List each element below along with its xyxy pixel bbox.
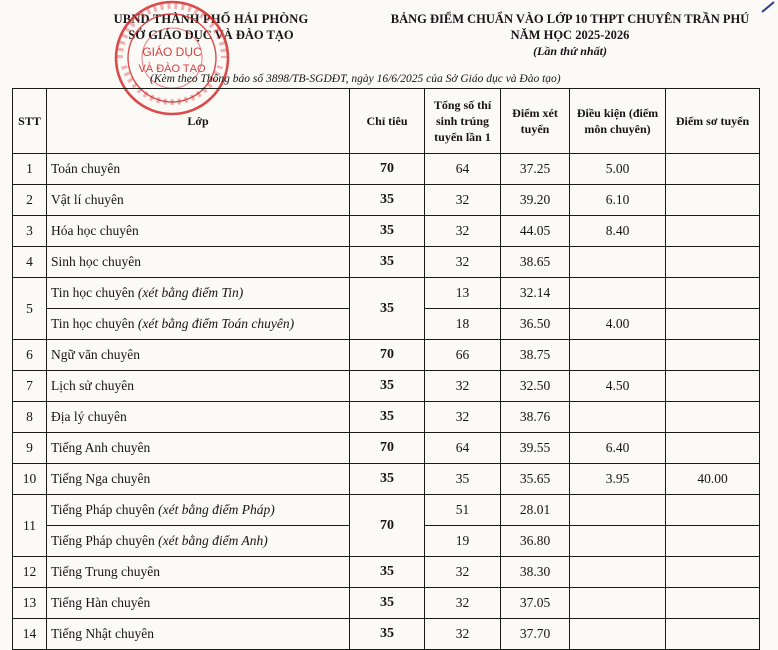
cell-condition (570, 340, 666, 371)
cell-stt: 4 (13, 247, 47, 278)
header-condition: Điều kiện (điểm môn chuyên) (570, 89, 666, 154)
cell-class-name (47, 371, 350, 402)
cell-score: 37.70 (501, 619, 570, 650)
cell-class-name (47, 216, 350, 247)
cell-quota: 70 (350, 433, 425, 464)
class-name: Toán chuyên (51, 161, 121, 176)
cell-preliminary (666, 278, 760, 309)
cell-class-name (47, 433, 350, 464)
cell-admitted: 32 (425, 371, 501, 402)
cell-stt: 12 (13, 557, 47, 588)
class-name-qualifier: (xét bằng điểm Anh) (158, 533, 268, 548)
class-name: Tiếng Nga chuyên (51, 471, 151, 486)
table-row (13, 154, 760, 185)
class-name: Tiếng Pháp chuyên (51, 502, 155, 517)
seal-text-top: GIÁO DỤC (142, 45, 202, 59)
cell-class-name (47, 185, 350, 216)
header-admitted: Tổng số thí sinh trúng tuyển lần 1 (425, 89, 501, 154)
cell-condition (570, 247, 666, 278)
table-row (13, 588, 760, 619)
cell-admitted: 66 (425, 340, 501, 371)
cell-preliminary (666, 402, 760, 433)
cell-stt: 14 (13, 619, 47, 650)
cell-class-name (47, 526, 350, 557)
cell-stt: 11 (13, 495, 47, 557)
cell-condition (570, 526, 666, 557)
cell-class-name (47, 619, 350, 650)
cell-stt: 8 (13, 402, 47, 433)
table-row (13, 278, 760, 309)
cell-preliminary (666, 371, 760, 402)
document-title-block (360, 12, 778, 59)
cell-quota: 35 (350, 557, 425, 588)
cell-condition: 8.40 (570, 216, 666, 247)
cell-preliminary (666, 433, 760, 464)
cell-score: 28.01 (501, 495, 570, 526)
cell-admitted: 19 (425, 526, 501, 557)
table-row (13, 402, 760, 433)
cell-stt: 2 (13, 185, 47, 216)
cell-score: 39.55 (501, 433, 570, 464)
cell-class-name (47, 278, 350, 309)
admission-score-table (12, 88, 760, 650)
cell-condition: 5.00 (570, 154, 666, 185)
header-preliminary: Điểm sơ tuyển (666, 89, 760, 154)
cell-score: 38.65 (501, 247, 570, 278)
table-row (13, 371, 760, 402)
cell-score: 37.25 (501, 154, 570, 185)
cell-quota: 35 (350, 247, 425, 278)
cell-condition: 6.10 (570, 185, 666, 216)
header-class: Lớp (47, 89, 350, 154)
cell-preliminary (666, 216, 760, 247)
cell-admitted: 64 (425, 154, 501, 185)
cell-stt: 3 (13, 216, 47, 247)
cell-preliminary (666, 154, 760, 185)
cell-admitted: 51 (425, 495, 501, 526)
cell-score: 32.14 (501, 278, 570, 309)
class-name: Tiếng Anh chuyên (51, 440, 151, 455)
table-row (13, 495, 760, 526)
cell-admitted: 13 (425, 278, 501, 309)
cell-quota: 35 (350, 402, 425, 433)
cell-quota: 35 (350, 371, 425, 402)
cell-score: 44.05 (501, 216, 570, 247)
cell-preliminary (666, 247, 760, 278)
cell-condition: 4.00 (570, 309, 666, 340)
header-quota: Chỉ tiêu (350, 89, 425, 154)
seal-text-bottom: VÀ ĐÀO TẠO (138, 63, 206, 75)
cell-stt: 10 (13, 464, 47, 495)
table-body (13, 154, 760, 650)
cell-condition (570, 278, 666, 309)
issuer-line-2: SỞ GIÁO DỤC VÀ ĐÀO TẠO (128, 28, 294, 42)
cell-quota: 70 (350, 340, 425, 371)
cell-class-name (47, 557, 350, 588)
cell-condition: 4.50 (570, 371, 666, 402)
cell-preliminary: 40.00 (666, 464, 760, 495)
table-row (13, 433, 760, 464)
cell-score: 35.65 (501, 464, 570, 495)
cell-score: 39.20 (501, 185, 570, 216)
table-row (13, 185, 760, 216)
cell-quota: 35 (350, 216, 425, 247)
cell-admitted: 32 (425, 185, 501, 216)
cell-class-name (47, 340, 350, 371)
cell-admitted: 64 (425, 433, 501, 464)
class-name: Tiếng Pháp chuyên (51, 533, 155, 548)
cell-admitted: 32 (425, 216, 501, 247)
issuer-line-1: UBND THÀNH PHỐ HẢI PHÒNG (113, 12, 309, 26)
cell-admitted: 35 (425, 464, 501, 495)
class-name: Địa lý chuyên (51, 409, 127, 424)
class-name: Tiếng Hàn chuyên (51, 595, 151, 610)
class-name-qualifier: (xét bằng điểm Pháp) (158, 502, 275, 517)
cell-class-name (47, 588, 350, 619)
table-row (13, 216, 760, 247)
cell-stt: 5 (13, 278, 47, 340)
cell-quota: 35 (350, 464, 425, 495)
cell-class-name (47, 247, 350, 278)
cell-preliminary (666, 619, 760, 650)
document-title: BẢNG ĐIỂM CHUẨN VÀO LỚP 10 THPT CHUYÊN TRẦN PHÚ (390, 12, 750, 26)
cell-preliminary (666, 309, 760, 340)
class-name-qualifier: (xét bằng điểm Tin) (137, 285, 244, 300)
school-year: NĂM HỌC 2025-2026 (510, 28, 630, 42)
cell-condition (570, 495, 666, 526)
class-name-qualifier: (xét bằng điểm Toán chuyên) (137, 316, 295, 331)
class-name: Tiếng Trung chuyên (51, 564, 161, 579)
cell-quota: 35 (350, 619, 425, 650)
class-name: Ngữ văn chuyên (51, 347, 141, 362)
pen-mark-icon (760, 0, 776, 14)
table-header-row (13, 89, 760, 154)
cell-score: 38.76 (501, 402, 570, 433)
table-row (13, 464, 760, 495)
cell-condition (570, 557, 666, 588)
cell-score: 37.05 (501, 588, 570, 619)
cell-preliminary (666, 526, 760, 557)
cell-class-name (47, 495, 350, 526)
cell-preliminary (666, 495, 760, 526)
cell-quota: 70 (350, 495, 425, 557)
cell-preliminary (666, 185, 760, 216)
header-score: Điểm xét tuyển (501, 89, 570, 154)
cell-score: 38.75 (501, 340, 570, 371)
cell-class-name (47, 402, 350, 433)
cell-condition (570, 588, 666, 619)
round-label: (Lần thứ nhất) (533, 44, 607, 58)
cell-quota: 70 (350, 154, 425, 185)
cell-stt: 6 (13, 340, 47, 371)
table-row (13, 247, 760, 278)
reference-note: (Kèm theo Thông báo số 3898/TB-SGDĐT, ngày 16/6/2025 của Sở Giáo dục và Đào tạo) (150, 73, 561, 85)
cell-admitted: 32 (425, 619, 501, 650)
cell-preliminary (666, 588, 760, 619)
cell-stt: 1 (13, 154, 47, 185)
class-name: Sinh học chuyên (51, 254, 141, 269)
table-row (13, 557, 760, 588)
cell-admitted: 32 (425, 247, 501, 278)
header-stt: STT (13, 89, 47, 154)
cell-condition: 6.40 (570, 433, 666, 464)
cell-admitted: 32 (425, 557, 501, 588)
class-name: Vật lí chuyên (51, 192, 124, 207)
cell-score: 32.50 (501, 371, 570, 402)
class-name: Tin học chuyên (51, 285, 135, 300)
cell-condition (570, 619, 666, 650)
class-name: Hóa học chuyên (51, 223, 139, 238)
cell-preliminary (666, 557, 760, 588)
cell-condition: 3.95 (570, 464, 666, 495)
class-name: Tin học chuyên (51, 316, 135, 331)
cell-class-name (47, 309, 350, 340)
cell-admitted: 32 (425, 402, 501, 433)
cell-admitted: 32 (425, 588, 501, 619)
cell-score: 36.50 (501, 309, 570, 340)
cell-admitted: 18 (425, 309, 501, 340)
cell-quota: 35 (350, 185, 425, 216)
cell-stt: 9 (13, 433, 47, 464)
cell-condition (570, 402, 666, 433)
class-name: Lịch sử chuyên (51, 378, 135, 393)
cell-score: 36.80 (501, 526, 570, 557)
cell-class-name (47, 464, 350, 495)
cell-preliminary (666, 340, 760, 371)
table-row (13, 340, 760, 371)
table-row (13, 619, 760, 650)
cell-stt: 7 (13, 371, 47, 402)
cell-class-name (47, 154, 350, 185)
class-name: Tiếng Nhật chuyên (51, 626, 154, 641)
cell-stt: 13 (13, 588, 47, 619)
cell-quota: 35 (350, 278, 425, 340)
cell-quota: 35 (350, 588, 425, 619)
cell-score: 38.30 (501, 557, 570, 588)
